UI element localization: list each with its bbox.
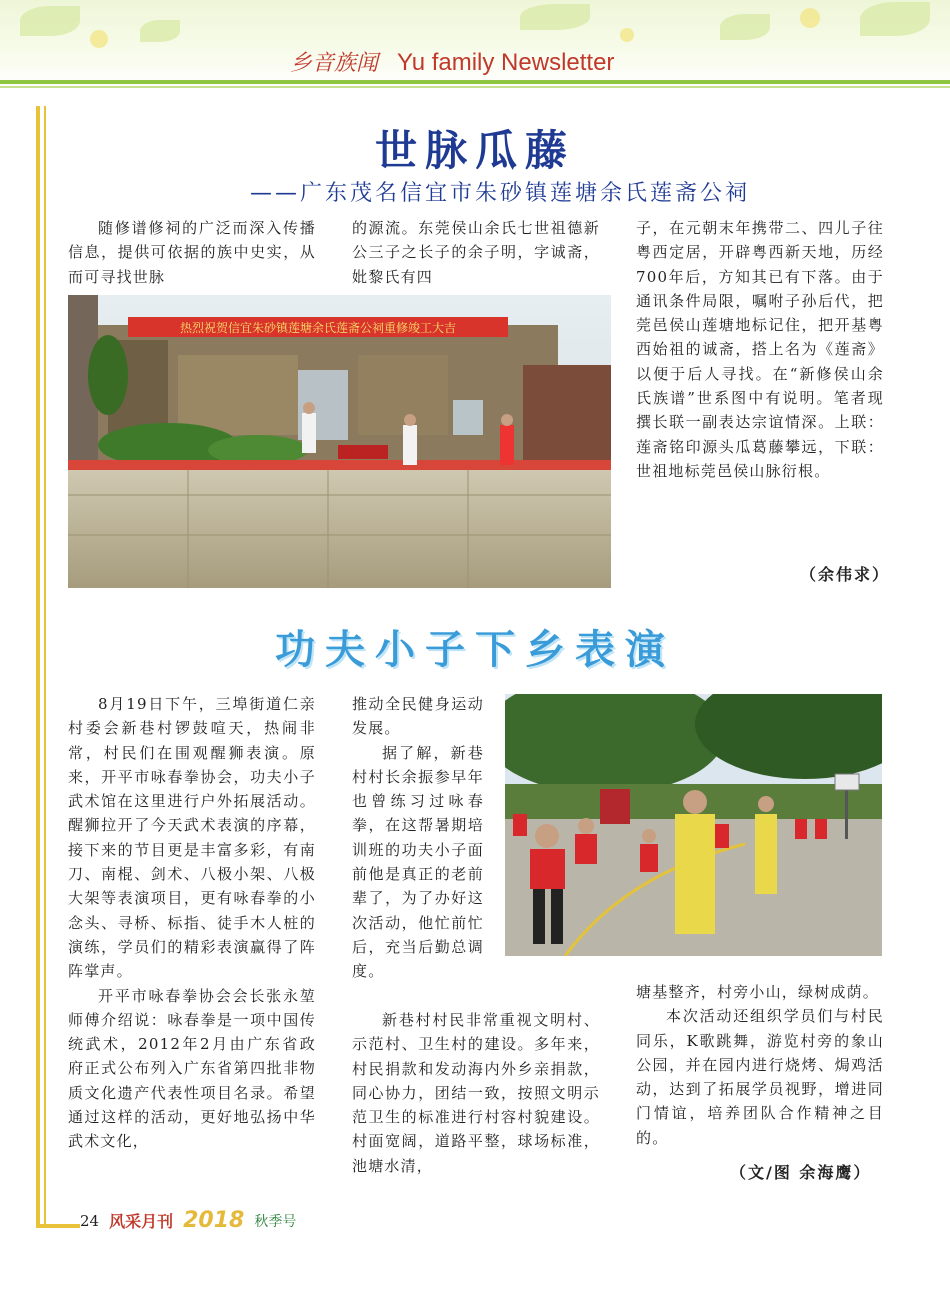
- flower-decoration: [90, 30, 108, 48]
- article2-column-2-bottom: [352, 1008, 600, 1178]
- leaf-decoration: [860, 2, 930, 36]
- article2-column-1: [68, 692, 316, 1154]
- page-footer: [80, 1208, 296, 1233]
- article1-title: 世脉瓜藤: [374, 126, 575, 175]
- leaf-decoration: [720, 14, 770, 40]
- flower-decoration: [800, 8, 820, 28]
- ancestral-hall-photo: [68, 295, 611, 588]
- issue-season: 秋季号: [254, 1213, 297, 1230]
- header-divider-thin: [0, 86, 950, 88]
- leaf-decoration: [20, 6, 80, 36]
- paragraph: 随修谱修祠的广泛而深入传播信息，提供可依据的族中史实，从而可寻找世脉: [68, 219, 316, 286]
- article1-column-1: [68, 216, 316, 289]
- section-title-en: Yu family Newsletter: [397, 49, 615, 76]
- flower-decoration: [620, 28, 634, 42]
- leaf-decoration: [140, 20, 180, 42]
- paragraph: 新巷村村民非常重视文明村、示范村、卫生村的建设。多年来，村民捐款和发动海内外乡亲捐款，同心协力，团结一致，按照文明示范卫生的标准进行村容村貌建设。村面宽阔，道路平整，球场标准，池塘水清，: [352, 1011, 600, 1175]
- paragraph: 子，在元朝末年携带二、四儿子往粤西定居，开辟粤西新天地，历经700年后，方知其已有下落。由于通讯条件局限，嘱咐子孙后代，把莞邑侯山莲塘地标记住，把开基粤西始祖的诚斋，搭上名为《莲斋》以便于后人寻找。在“新修侯山余氏族谱”世系图中有说明。笔者现撰长联一副表达宗谊情深。上联：莲斋铭印源头瓜葛藤攀远，下联：世祖地标莞邑侯山脉衍根。: [636, 219, 884, 480]
- footer-rule: [36, 1224, 80, 1228]
- article1-column-2: [352, 216, 600, 289]
- section-title-cn: 乡音族闻: [290, 51, 379, 76]
- section-title: [290, 46, 614, 77]
- article1-subtitle: ——广东茂名信宜市朱砂镇莲塘余氏莲斋公祠: [249, 181, 750, 206]
- paragraph: 据了解，新巷村村长余振参早年也曾练习过咏春拳，在这帮暑期培训班的功夫小子面前他是真正的老前辈了，为了办好这次活动，他忙前忙后，充当后勤总调度。: [352, 743, 484, 981]
- paragraph: 本次活动还组织学员们与村民同乐，K歌跳舞，游览村旁的象山公园，并在园内进行烧烤、焗鸡活动，达到了拓展学员视野，增进同门情谊，培养团队合作精神之目的。: [636, 1007, 884, 1147]
- article1-credit: （余伟求）: [800, 565, 891, 584]
- paragraph: 塘基整齐，村旁小山，绿树成荫。: [636, 983, 880, 1001]
- header-divider: [0, 80, 950, 84]
- article2-column-2-top: [352, 692, 484, 984]
- page-header: [0, 0, 950, 88]
- article1-column-3: [636, 216, 884, 483]
- paragraph: 的源流。东莞侯山余氏七世祖德新公三子之长子的余子明，字诚斋，妣黎氏有四: [352, 219, 600, 286]
- article2-column-3: [636, 980, 884, 1150]
- issue-year: 2018: [183, 1208, 245, 1233]
- paragraph: 推动全民健身运动发展。: [352, 695, 484, 738]
- paragraph: 8月19日下午，三埠街道仁亲村委会新巷村锣鼓喧天，热闹非常，村民们在围观醒狮表演。原来，开平市咏春拳协会，功夫小子武术馆在这里进行户外拓展活动。醒狮拉开了今天武术表演的序幕，接下来的节目更是丰富多彩，有南刀、南棍、剑术、八极小架、八极大架等表演项目，更有咏春拳的小念头、寻桥、标指、徒手木人桩的演练，学员们的精彩表演赢得了阵阵掌声。: [68, 695, 316, 981]
- leaf-decoration: [520, 4, 590, 30]
- article2-title: 功夫小子下乡表演: [275, 627, 675, 673]
- page-number: 24: [80, 1211, 100, 1230]
- paragraph: 开平市咏春拳协会会长张永堃师傅介绍说：咏春拳是一项中国传统武术，2012年2月由广东省政府正式公布列入广东省第四批非物质文化遗产代表性项目名录。希望通过这样的活动，更好地弘扬中华武术文化，: [68, 986, 316, 1151]
- banner-text: 热烈祝贺信宜朱砂镇莲塘余氏莲斋公祠重修竣工大吉: [179, 321, 457, 335]
- magazine-name: 风采月刊: [109, 1212, 174, 1231]
- article2-credit: （文/图 余海鹰）: [730, 1163, 872, 1182]
- kungfu-performance-photo: [505, 694, 882, 956]
